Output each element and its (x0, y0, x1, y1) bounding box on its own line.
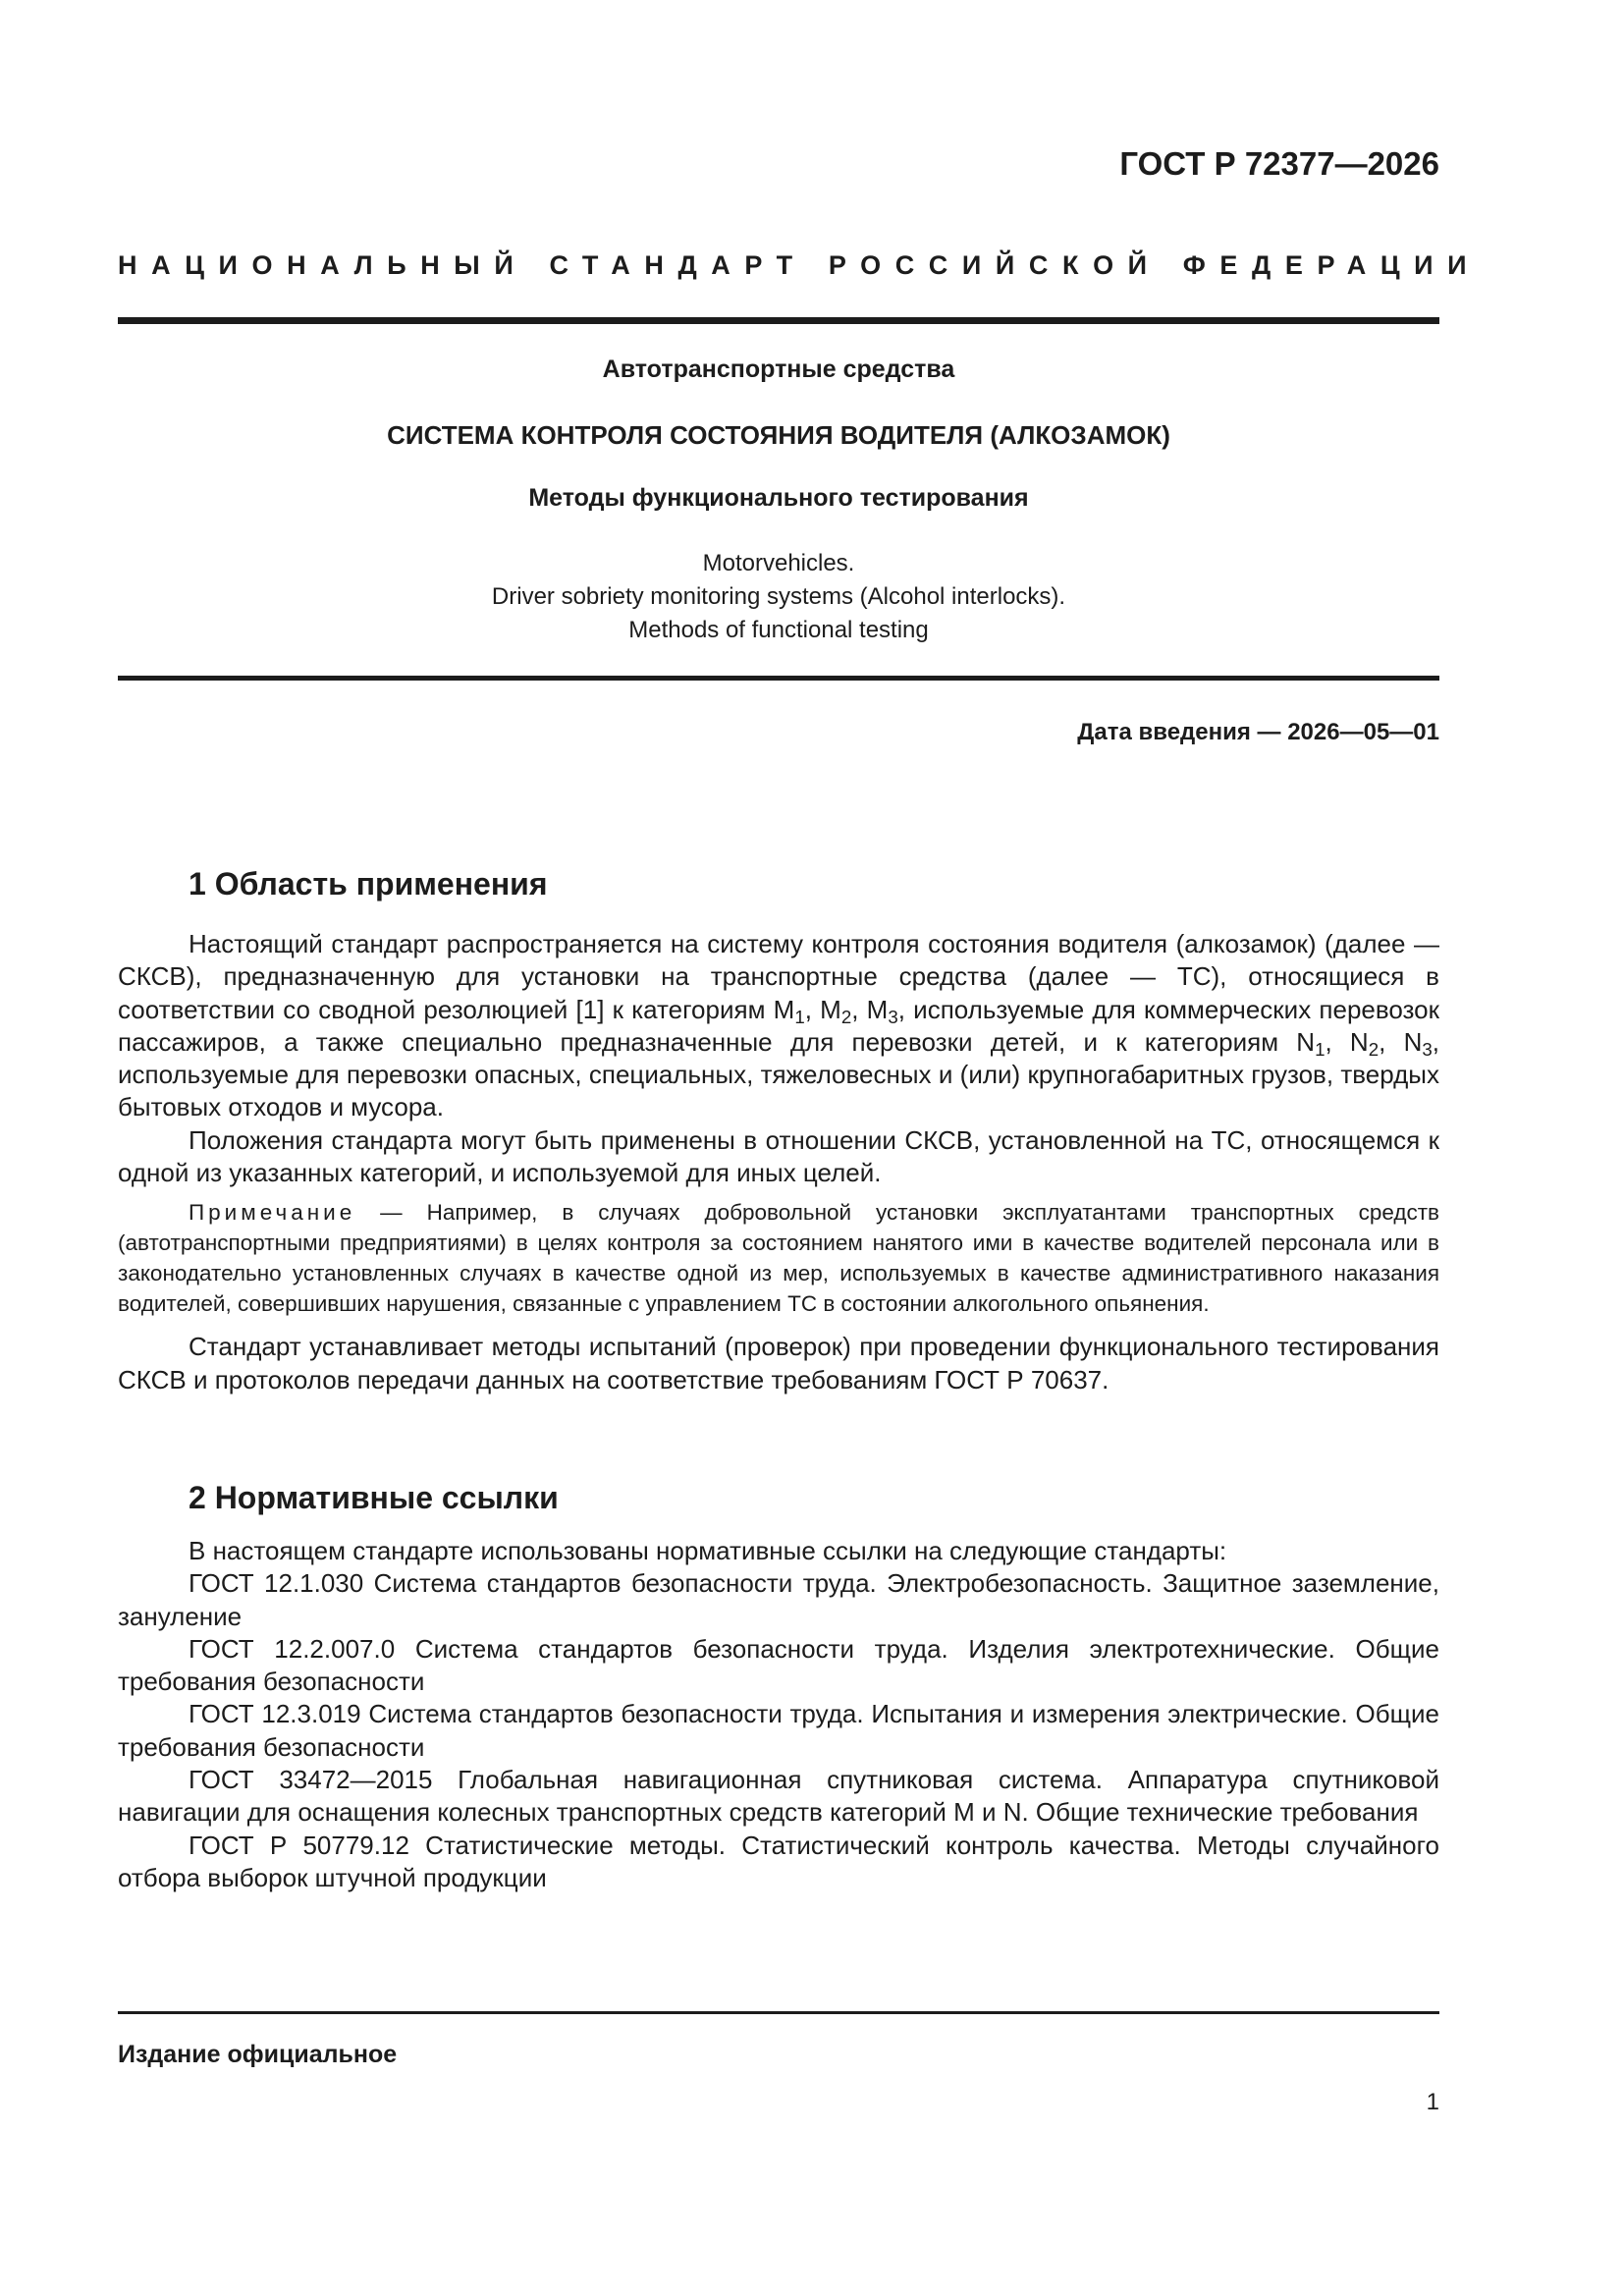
national-standard-banner: НАЦИОНАЛЬНЫЙ СТАНДАРТ РОССИЙСКОЙ ФЕДЕРАЦИИ (118, 250, 1482, 280)
title-divider (118, 676, 1439, 681)
note-text: — Например, в случаях добровольной установки эксплуатантами транспортных средств (автотранспортными предприятиями) в целях контроля за состоянием нанятого ими в качестве водителей персонала или в законодательно установленных случаях в качестве одной из мер, используемых в качестве административного наказания водителей, совершивших нарушения, связанные с управлением ТС в состоянии алкогольного опьянения. (118, 1200, 1439, 1317)
page-number: 1 (1426, 2089, 1439, 2115)
title-english (118, 547, 1439, 647)
footer-divider (118, 2011, 1439, 2014)
introduction-date: Дата введения — 2026—05—01 (1077, 719, 1439, 745)
english-title-line: Methods of functional testing (628, 617, 929, 643)
english-title-line: Motorvehicles. (702, 550, 855, 576)
scope-paragraph: Положения стандарта могут быть применены в отношении СКСВ, установленной на ТС, относящемся к одной из указанных категорий, и используемой для иных целей. (118, 1124, 1439, 1188)
top-divider (118, 317, 1439, 324)
english-title-line: Driver sobriety monitoring systems (Alcohol interlocks). (491, 583, 1066, 610)
section-1-body (118, 928, 1439, 1396)
note-label: Примечание (189, 1200, 356, 1226)
scope-paragraph: Стандарт устанавливает методы испытаний (проверок) при проведении функционального тестирования СКСВ и протоколов передачи данных на соответствие требованиям ГОСТ Р 70637. (118, 1332, 1439, 1394)
note (118, 1197, 1439, 1319)
section-1-heading: 1 Область применения (189, 866, 548, 902)
section-2-body (118, 1535, 1439, 1894)
title-group: Автотранспортные средства (602, 355, 955, 383)
title-subtitle: Методы функционального тестирования (528, 484, 1029, 512)
document-page (118, 0, 1482, 2296)
reference-item: ГОСТ 33472—2015 Глобальная навигационная спутниковая система. Аппаратура спутниковой навигации для оснащения колесных транспортных средств категорий M и N. Общие технические требования (118, 1765, 1439, 1828)
reference-item: ГОСТ Р 50779.12 Статистические методы. Статистический контроль качества. Методы случайного отбора выборок штучной продукции (118, 1830, 1439, 1892)
scope-paragraph: Настоящий стандарт распространяется на систему контроля состояния водителя (алкозамок) (далее — СКСВ), предназначенную для установки на транспортные средства (далее — ТС), относящиеся в соответствии со сводной резолюцией [1] к категориям $M_1$, $M_2$, $M_3$, используемые для коммерческих перевозок пассажиров, а также специально предназначенные для перевозки детей, и к категориям $N_1$, $N_2$, $N_3$, используемые для перевозки опасных, специальных, тяжеловесных и (или) крупногабаритных грузов, твердых бытовых отходов и мусора. (118, 929, 1440, 1122)
official-edition-label: Издание официальное (118, 2041, 398, 2068)
references-intro: В настоящем стандарте использованы нормативные ссылки на следующие стандарты: (189, 1536, 1227, 1565)
reference-item: ГОСТ 12.2.007.0 Система стандартов безопасности труда. Изделия электротехнические. Общие требования безопасности (118, 1633, 1439, 1697)
standard-code: ГОСТ Р 72377—2026 (1119, 145, 1439, 182)
reference-item: ГОСТ 12.3.019 Система стандартов безопасности труда. Испытания и измерения электрические. Общие требования безопасности (118, 1699, 1439, 1762)
reference-item: ГОСТ 12.1.030 Система стандартов безопасности труда. Электробезопасность. Защитное заземление, зануление (118, 1568, 1439, 1631)
section-2-heading: 2 Нормативные ссылки (189, 1480, 559, 1515)
title-main: СИСТЕМА КОНТРОЛЯ СОСТОЯНИЯ ВОДИТЕЛЯ (АЛКОЗАМОК) (387, 420, 1170, 450)
